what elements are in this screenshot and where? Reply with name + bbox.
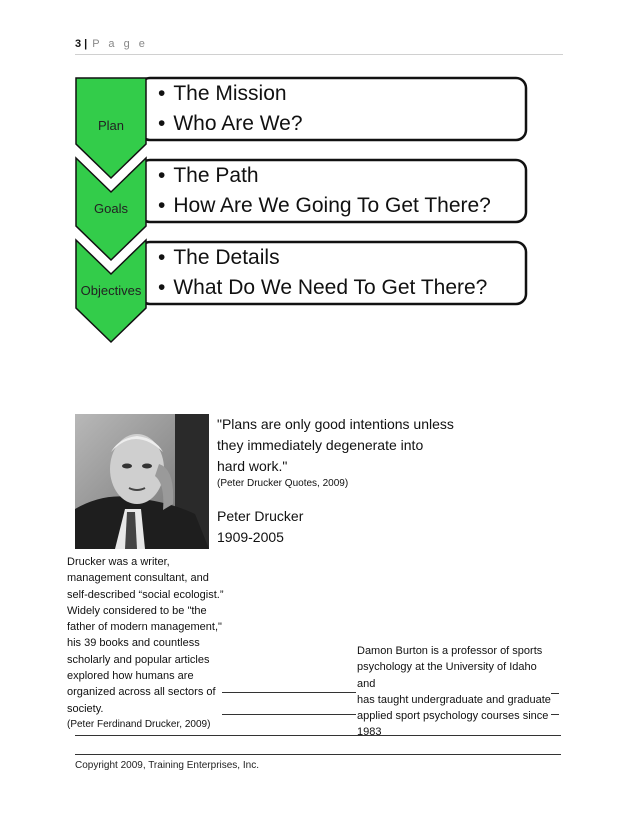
burton-line: applied sport psychology courses since (357, 710, 549, 723)
burton-note (357, 643, 557, 741)
bio-line: Widely considered to be "the (67, 604, 207, 617)
bio-line: self-described “social ecologist.” (67, 588, 224, 601)
author-years: 1909-2005 (217, 529, 284, 545)
drucker-bio (67, 554, 227, 733)
plan-item-2: • Who Are We? (158, 112, 303, 135)
objectives-item-2: • What Do We Need To Get There? (158, 276, 488, 299)
quote-line: they immediately degenerate into (217, 437, 424, 453)
divider-rule (75, 735, 561, 736)
quote-line: hard work." (217, 458, 288, 474)
burton-line: psychology at the University of Idaho and (357, 661, 537, 690)
header-separator: | (84, 38, 89, 50)
bio-citation: (Peter Ferdinand Drucker, 2009) (67, 718, 211, 730)
author-name: Peter Drucker (217, 508, 304, 524)
burton-line: Damon Burton is a professor of sports (357, 645, 543, 657)
objectives-label: Objectives (80, 283, 142, 298)
author-block (217, 506, 303, 548)
quote-line: "Plans are only good intentions unless (217, 416, 454, 432)
signature-rule (222, 714, 356, 715)
page-header (75, 38, 563, 55)
burton-line: has taught undergraduate and graduate (357, 693, 551, 706)
bio-line: explored how humans are (67, 670, 194, 683)
bio-line: father of modern management," (67, 621, 222, 634)
plan-label: Plan (97, 118, 125, 133)
bio-line: scholarly and popular articles (67, 653, 210, 666)
goals-item-2: • How Are We Going To Get There? (158, 194, 491, 217)
short-rule (551, 714, 559, 715)
bio-line: management consultant, and (67, 572, 209, 585)
bio-line: society. (67, 702, 104, 715)
divider-rule (75, 754, 561, 755)
objectives-item-1: • The Details (158, 246, 280, 269)
bio-line: his 39 books and countless (67, 637, 200, 650)
burton-line: 1983 (357, 726, 382, 739)
drucker-photo (75, 414, 209, 549)
bio-line: organized across all sectors of (67, 686, 216, 699)
page-word: P a g e (92, 38, 148, 50)
footer-copyright: Copyright 2009, Training Enterprises, Inc. (75, 760, 259, 771)
goals-label: Goals (94, 201, 128, 216)
goals-item-1: • The Path (158, 164, 259, 187)
signature-rule (222, 692, 356, 693)
short-rule (551, 693, 559, 694)
page-number: 3 (75, 38, 83, 50)
quote-citation: (Peter Drucker Quotes, 2009) (217, 478, 349, 489)
bio-line: Drucker was a writer, (67, 556, 170, 568)
drucker-quote (217, 414, 517, 491)
plan-item-1: • The Mission (158, 82, 287, 105)
